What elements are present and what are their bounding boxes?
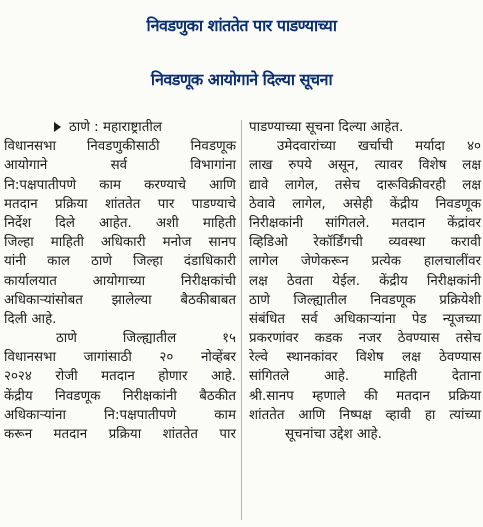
article-line: ठाणे जिल्ह्यातील निवडणूक प्रक्रियेशी: [249, 292, 481, 308]
article-line: प्रकरणांवर कडक नजर ठेवण्यास तसेच: [249, 331, 481, 347]
article-line: नि:पक्षपातीपणे काम करण्याचे आणि: [4, 177, 236, 193]
article-line: लागेल जेणेकरून प्रत्येक हालचालींवर: [249, 254, 481, 270]
column-divider: [241, 120, 242, 520]
article-line: सांगितले आहे. माहिती देताना: [249, 369, 481, 385]
article-line: पाडण्याच्या सूचना दिल्या आहेत.: [249, 120, 404, 135]
article-line: व्हिडिओ रेकॉर्डिंगची व्यवस्था करावी: [249, 235, 481, 251]
article-line: कार्यालयात आयोगाच्या निरीक्षकांची: [4, 273, 236, 289]
article-line: आयोगाने सर्व विभागांना: [4, 158, 236, 174]
article-column-left: [4, 118, 236, 444]
article-column-right: [249, 118, 481, 444]
article-line: सूचनांचा उद्देश आहे.: [285, 427, 382, 442]
article-line: जिल्हा माहिती अधिकारी मनोज सानप: [4, 235, 236, 251]
article-line: करून मतदान प्रक्रिया शांततेत पार: [4, 427, 236, 442]
article-line: लक्ष ठेवता येईल. केंद्रीय निरीक्षकांनी: [249, 273, 481, 289]
headline-line-2: निवडणूक आयोगाने दिल्या सूचना: [150, 70, 333, 89]
article-line: श्री.सानप म्हणाले की मतदान प्रक्रिया: [249, 388, 481, 404]
article-line: उमेदवारांच्या खर्चाची मर्यादा ४०: [277, 139, 481, 155]
article-line: विधानसभा निवडणुकीसाठी निवडणूक: [4, 139, 236, 155]
article-line: संबंधित सर्व अधिकाऱ्यांना पेड न्यूजच्या: [249, 311, 481, 327]
article-line: केंद्रीय निवडणूक निरीक्षकांनी बैठकीत: [4, 388, 236, 404]
article-line: विधानसभा जागांसाठी २० नोव्हेंबर: [4, 350, 236, 366]
article-line: अधिकाऱ्यांसोबत झालेल्या बैठकीबाबत: [4, 292, 236, 308]
article-line: निर्देश दिले आहेत. अशी माहिती: [4, 215, 236, 231]
article-line: लाख रुपये असून, त्यावर विशेष लक्ष: [249, 158, 481, 174]
article-line: शांततेत आणि निष्पक्ष व्हावी हा त्यांच्या: [249, 407, 481, 423]
article-line: ठेवावे लागेल, असेही केंद्रीय निवडणूक: [249, 196, 481, 212]
bullet-marker-icon: [54, 122, 61, 132]
article-line: २०२४ रोजी मतदान होणार आहे.: [4, 369, 236, 385]
article-line: मतदान प्रक्रिया शांततेत पार पाडण्याचे: [4, 196, 236, 212]
article-line: रेल्वे स्थानकांवर विशेष लक्ष ठेवण्यास: [249, 350, 481, 366]
article-line: द्यावे लागेल, तसेच दारूविक्रीवरही लक्ष: [249, 177, 481, 193]
article-line: अधिकाऱ्यांना नि:पक्षपातीपणे काम: [4, 407, 236, 423]
dateline: ठाणे : महाराष्ट्रातील: [69, 120, 162, 135]
article-line: ठाणे जिल्ह्यातील १५: [56, 331, 236, 347]
dateline-line: [4, 118, 236, 137]
article-line: दिली आहे.: [4, 311, 57, 327]
article-line: यांनी काल ठाणे जिल्हा दंडाधिकारी: [4, 254, 236, 270]
article-line: निरीक्षकांनी सांगितले. मतदान केंद्रांवर: [249, 215, 481, 231]
headline-line-1: निवडणुका शांततेत पार पाडण्याच्या: [146, 16, 337, 35]
